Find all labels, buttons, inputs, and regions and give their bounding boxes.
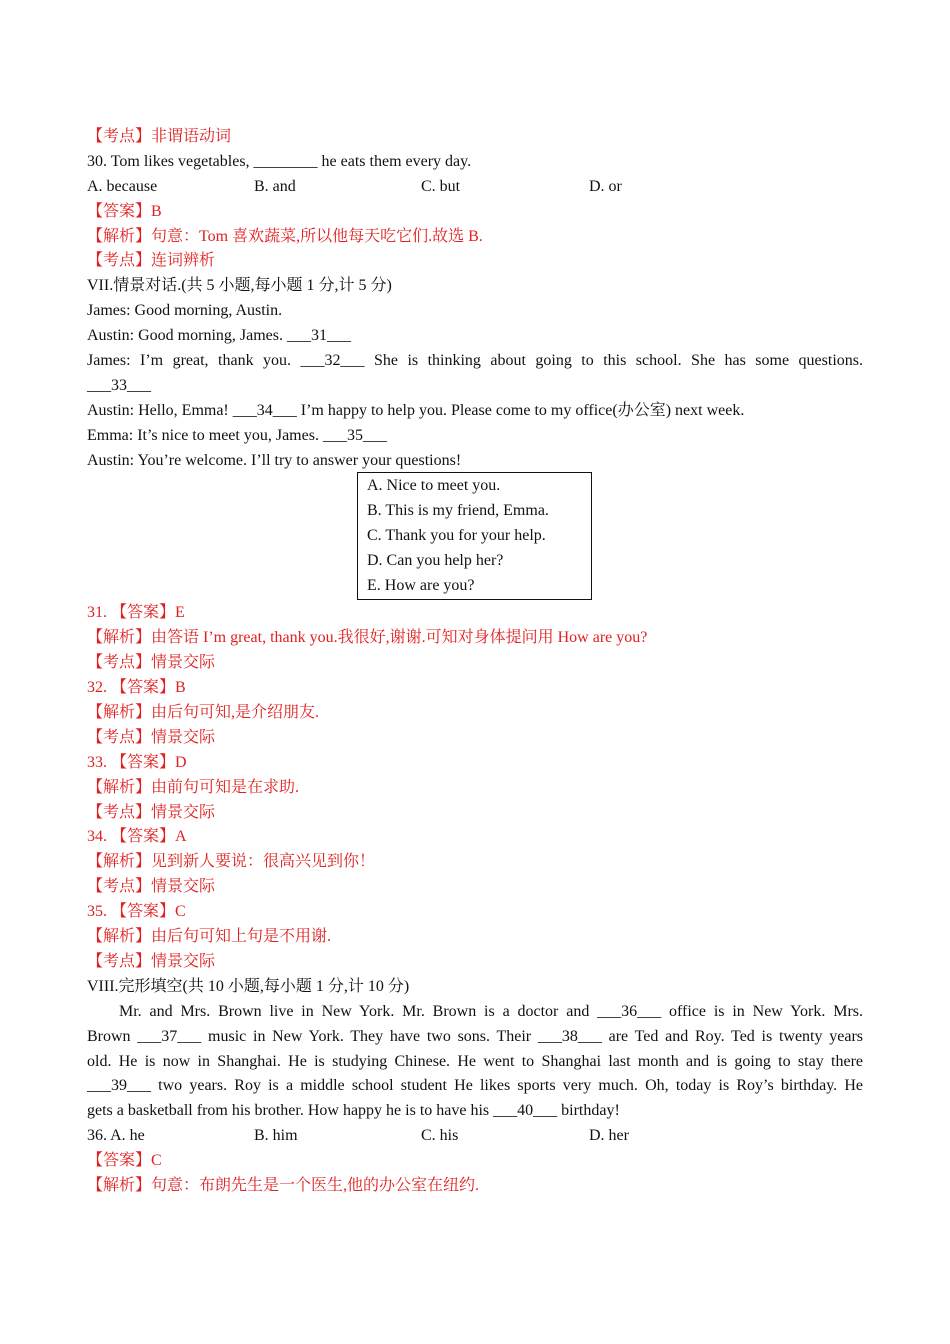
option-b: B. him [254,1127,298,1145]
option-c: C. but [421,177,461,195]
dialogue-line: James: I’m great, thank you. ___32___ She is thinking about going to this school. She has some questions. [87,352,863,370]
choice-item: E. How are you? [367,577,475,595]
kaodian-35: 【考点】情景交际 [87,952,216,970]
kaodian-30: 【考点】连词辨析 [87,252,216,270]
choice-item: C. Thank you for your help. [367,527,546,545]
section-8-heading: VIII.完形填空(共 10 小题,每小题 1 分,计 10 分) [87,977,410,995]
passage-line: Brown ___37___ music in New York. They have two sons. Their ___38___ are Ted and Roy. Ted is twenty years [87,1027,863,1045]
passage-line: gets a basketball from his brother. How happy he is to have his ___40___ birthday! [87,1102,620,1120]
dialogue-line: Austin: You’re welcome. I’ll try to answer your questions! [87,451,462,469]
dialogue-line: Austin: Hello, Emma! ___34___ I’m happy to help you. Please come to my office(办公室) next week. [87,401,745,419]
passage-line: Mr. and Mrs. Brown live in New York. Mr. Brown is a doctor and ___36___ office is in New York. Mrs. [119,1002,863,1020]
choices-box-wrap [87,473,863,601]
document-content [87,125,863,1199]
question-30: 30. Tom likes vegetables, ________ he eats them every day. [87,152,472,170]
analysis-31: 【解析】由答语 I’m great, thank you.我很好,谢谢.可知对身体提问用 How are you? [87,629,648,647]
option-d: D. or [589,177,622,195]
answer-34: 34. 【答案】A [87,828,187,846]
dialogue-line: Austin: Good morning, James. ___31___ [87,327,351,345]
cloze-passage [87,1000,863,1124]
analysis-36: 【解析】句意：布朗先生是一个医生,他的办公室在纽约. [87,1176,480,1194]
choice-item: A. Nice to meet you. [367,477,501,495]
option-a: 36. A. he [87,1127,145,1145]
answer-33: 33. 【答案】D [87,753,187,771]
analysis-32: 【解析】由后句可知,是介绍朋友. [87,704,320,722]
analysis-34: 【解析】见到新人要说：很高兴见到你！ [87,853,376,871]
choice-item: D. Can you help her? [367,552,504,570]
kaodian-34: 【考点】情景交际 [87,878,216,896]
answer-36: 【答案】C [87,1152,162,1170]
kaodian-32: 【考点】情景交际 [87,728,216,746]
option-b: B. and [254,177,296,195]
dialogue-line: Emma: It’s nice to meet you, James. ___35___ [87,426,387,444]
passage-line: ___39___ two years. Roy is a middle school student He likes sports very much. Oh, today is Roy’s birthday. He [87,1077,863,1095]
question-36-options [87,1124,863,1149]
analysis-35: 【解析】由后句可知上句是不用谢. [87,928,332,946]
choice-item: B. This is my friend, Emma. [367,502,549,520]
kaodian-33: 【考点】情景交际 [87,803,216,821]
dialogue-line: ___33___ [87,376,151,394]
analysis-30: 【解析】句意：Tom 喜欢蔬菜,所以他每天吃它们.故选 B. [87,227,483,245]
answer-35: 35. 【答案】C [87,903,186,921]
option-c: C. his [421,1127,459,1145]
section-7-heading: VII.情景对话.(共 5 小题,每小题 1 分,计 5 分) [87,277,392,295]
dialogue-line: James: Good morning, Austin. [87,302,283,320]
analysis-33: 【解析】由前句可知是在求助. [87,778,300,796]
answer-32: 32. 【答案】B [87,679,186,697]
option-d: D. her [589,1127,629,1145]
answer-31: 31. 【答案】E [87,604,185,622]
answer-30: 【答案】B [87,202,162,220]
question-30-options [87,175,863,200]
kaodian-31: 【考点】情景交际 [87,654,216,672]
choices-box [357,472,592,599]
kaodian-label: 【考点】非谓语动词 [87,128,232,145]
option-a: A. because [87,177,158,195]
passage-line: old. He is now in Shanghai. He is studying Chinese. He went to Shanghai last month and is going to stay there [87,1052,863,1070]
